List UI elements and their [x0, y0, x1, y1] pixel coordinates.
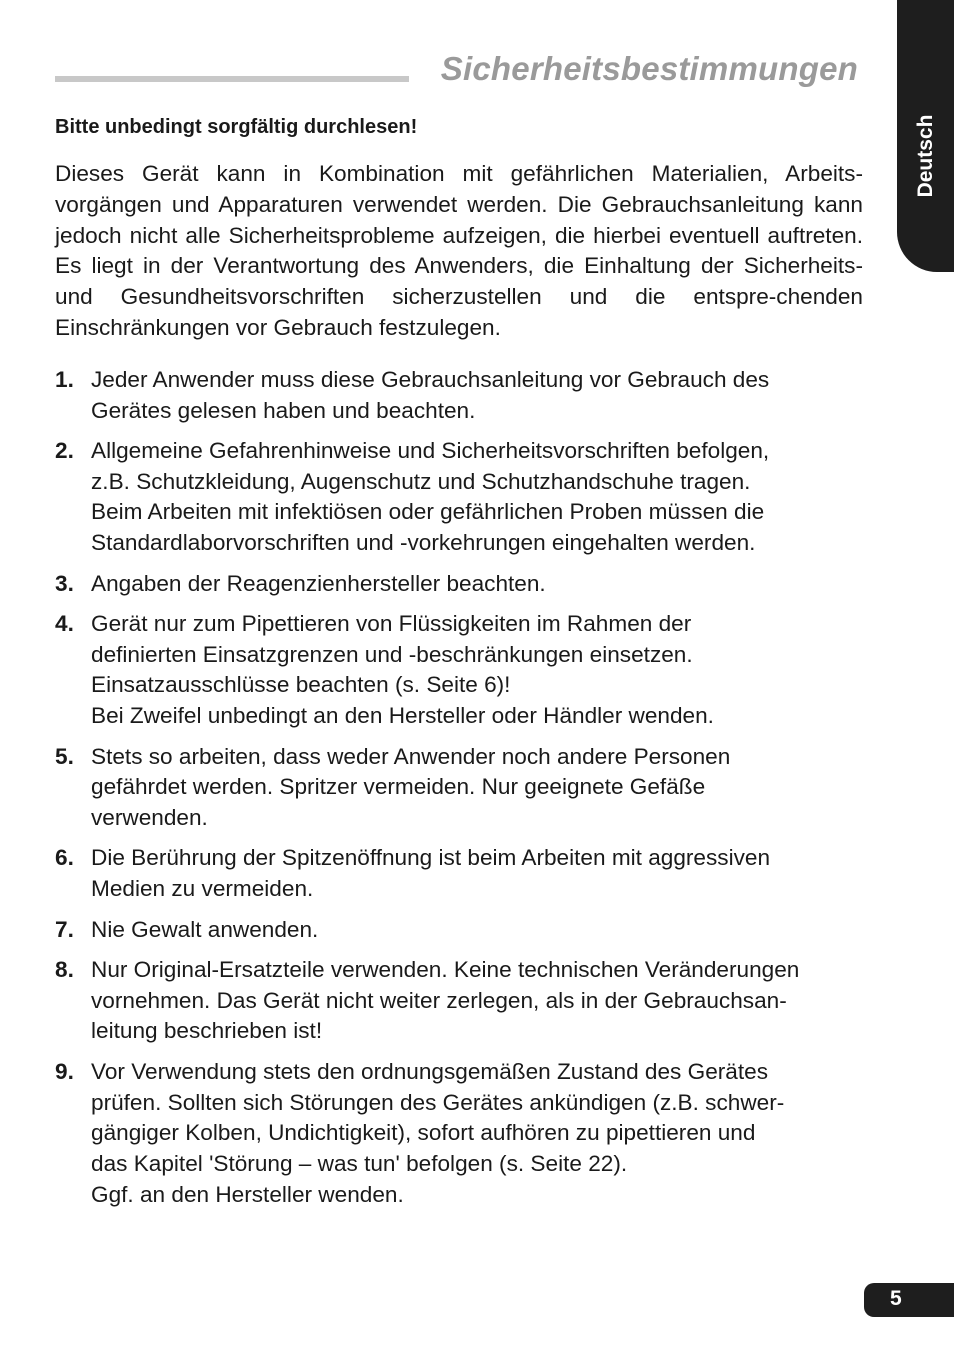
safety-rule-text-line: vornehmen. Das Gerät nicht weiter zerlegen, als in der Gebrauchsan- — [91, 987, 787, 1013]
intro-paragraph: Dieses Gerät kann in Kombination mit gefährlichen Materialien, Arbeits-vorgängen und Apparaturen verwendet werden. Die Gebrauchsanleitung kann jedoch nicht alle Sicherheitsprobleme aufzeigen, die hierbei eventuell auftreten. Es liegt in der Verantwortung des Anwenders, die Einhaltung der Sicherheits- und Gesundheitsvorschriften sicherzustellen und die entspre-chenden Einschränkungen vor Gebrauch festzulegen. — [55, 161, 863, 340]
safety-rule-text-line: Angaben der Reagenzienhersteller beachten. — [91, 570, 546, 596]
safety-rule-item — [55, 1057, 863, 1211]
safety-rule-number: 8. — [55, 956, 74, 982]
safety-rule-number: 5. — [55, 743, 74, 769]
safety-rule-text-line: Bei Zweifel unbedingt an den Hersteller oder Händler wenden. — [91, 703, 714, 729]
safety-rule-item — [55, 843, 863, 905]
safety-rule-text-line: das Kapitel 'Störung – was tun' befolgen (s. Seite 22). — [91, 1151, 628, 1177]
safety-rule-text-line: Standardlaborvorschriften und -vorkehrungen eingehalten werden. — [91, 530, 756, 556]
safety-rule-item — [55, 915, 863, 946]
safety-rule-item — [55, 365, 863, 427]
safety-rule-text-line: verwenden. — [91, 805, 208, 831]
safety-rule-number: 3. — [55, 570, 74, 596]
main-content — [55, 112, 863, 1220]
safety-rule-text-line: z.B. Schutzkleidung, Augenschutz und Schutzhandschuhe tragen. — [91, 468, 751, 494]
safety-rule-text-line: gängiger Kolben, Undichtigkeit), sofort aufhören zu pipettieren und — [91, 1120, 756, 1146]
safety-rule-text-line: Jeder Anwender muss diese Gebrauchsanleitung vor Gebrauch des — [91, 366, 770, 392]
safety-rule-number: 1. — [55, 366, 74, 392]
header-rule — [55, 76, 409, 82]
language-tab — [897, 0, 954, 272]
safety-rule-number: 6. — [55, 845, 74, 871]
safety-rule-text-line: Stets so arbeiten, dass weder Anwender noch andere Personen — [91, 743, 731, 769]
safety-rule-text-line: definierten Einsatzgrenzen und -beschränkungen einsetzen. — [91, 641, 693, 667]
safety-rule-number: 7. — [55, 916, 74, 942]
safety-rule-item — [55, 609, 863, 732]
safety-rule-item — [55, 742, 863, 834]
safety-rule-text-line: leitung beschrieben ist! — [91, 1018, 323, 1044]
page-title: Sicherheitsbestimmungen — [440, 50, 858, 87]
safety-rule-number: 9. — [55, 1058, 74, 1084]
safety-rule-number: 2. — [55, 437, 74, 463]
section-subtitle: Bitte unbedingt sorgfältig durchlesen! — [55, 116, 418, 138]
safety-rule-text-line: Einsatzausschlüsse beachten (s. Seite 6)! — [91, 672, 511, 698]
safety-rule-text-line: Die Berührung der Spitzenöffnung ist beim Arbeiten mit aggressiven — [91, 845, 771, 871]
safety-rule-text-line: Allgemeine Gefahrenhinweise und Sicherheitsvorschriften befolgen, — [91, 437, 770, 463]
safety-rule-item — [55, 569, 863, 600]
safety-rule-number: 4. — [55, 610, 74, 636]
safety-rule-text-line: Beim Arbeiten mit infektiösen oder gefährlichen Proben müssen die — [91, 499, 765, 525]
safety-rule-text-line: Ggf. an den Hersteller wenden. — [91, 1181, 404, 1207]
safety-rule-text-line: Gerätes gelesen haben und beachten. — [91, 397, 476, 423]
safety-rule-text-line: gefährdet werden. Spritzer vermeiden. Nur geeignete Gefäße — [91, 774, 706, 800]
safety-rule-text-line: Nie Gewalt anwenden. — [91, 916, 319, 942]
safety-rule-text-line: Medien zu vermeiden. — [91, 876, 314, 902]
safety-rule-text-line: Nur Original-Ersatzteile verwenden. Keine technischen Veränderungen — [91, 956, 800, 982]
safety-rule-item — [55, 955, 863, 1047]
language-tab-label: Deutsch — [913, 114, 937, 198]
page-number: 5 — [890, 1287, 902, 1310]
safety-rule-text-line: Gerät nur zum Pipettieren von Flüssigkeiten im Rahmen der — [91, 610, 692, 636]
safety-rule-item — [55, 436, 863, 559]
safety-rule-text-line: prüfen. Sollten sich Störungen des Gerätes ankündigen (z.B. schwer- — [91, 1089, 785, 1115]
safety-rules-list — [55, 365, 863, 1211]
page-number-tab — [864, 1283, 954, 1317]
safety-rule-text-line: Vor Verwendung stets den ordnungsgemäßen Zustand des Gerätes — [91, 1058, 768, 1084]
